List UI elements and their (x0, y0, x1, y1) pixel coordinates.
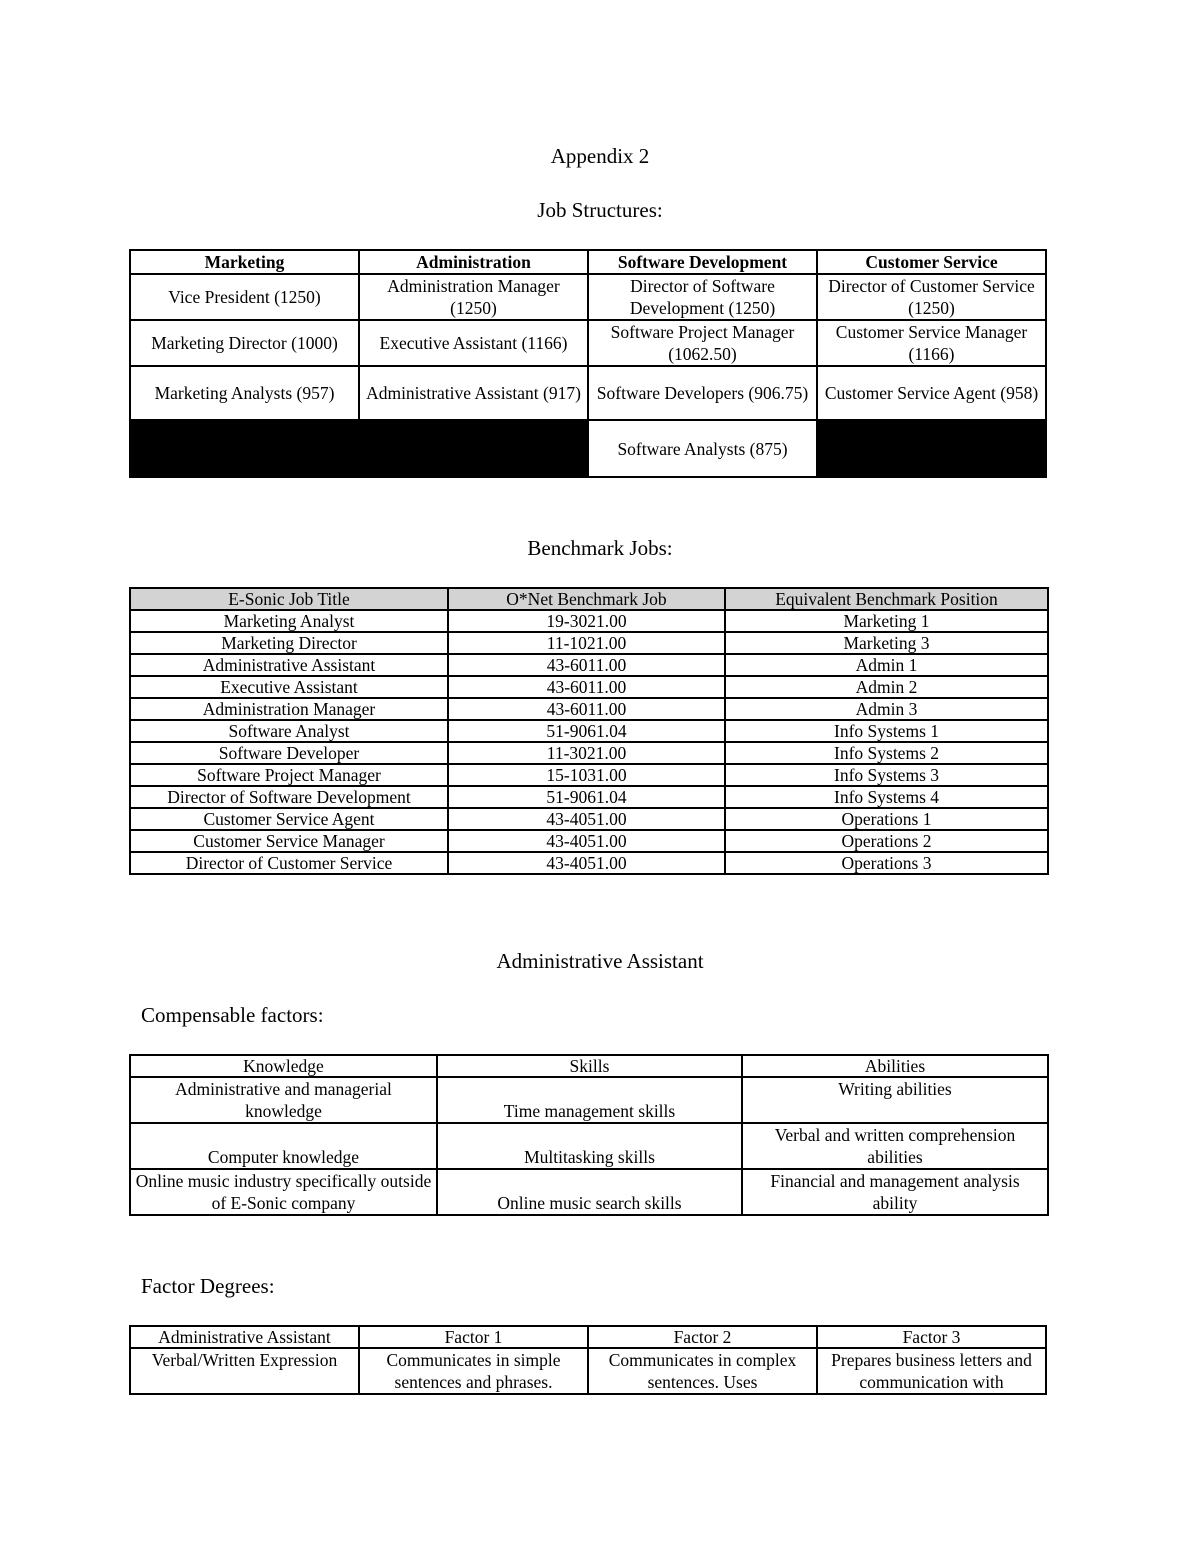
job-structures-heading: Job Structures: (537, 198, 663, 222)
table-row (130, 366, 1046, 420)
table-cell: Software Developers (906.75) (588, 366, 817, 420)
table-cell: Administrative Assistant (130, 654, 448, 676)
table-row (130, 320, 1046, 366)
table-header-row (130, 250, 1046, 274)
table-cell: Software Developer (130, 742, 448, 764)
table-cell: 43-4051.00 (448, 852, 725, 874)
compensable-factors-heading: Compensable factors: (141, 1003, 324, 1027)
table-cell: Administrative and managerial knowledge (130, 1077, 437, 1123)
table-cell: 43-4051.00 (448, 830, 725, 852)
table-row (130, 274, 1046, 320)
table-cell: Marketing 3 (725, 632, 1048, 654)
table-cell: Info Systems 2 (725, 742, 1048, 764)
table-cell: Executive Assistant (1166) (359, 320, 588, 366)
column-header: Factor 1 (359, 1326, 588, 1348)
column-header: Knowledge (130, 1055, 437, 1077)
table-cell: Admin 1 (725, 654, 1048, 676)
table-cell: Software Project Manager (130, 764, 448, 786)
column-header: Abilities (742, 1055, 1048, 1077)
table-cell: 43-6011.00 (448, 698, 725, 720)
table-cell: 43-6011.00 (448, 654, 725, 676)
table-cell: Administrative Assistant (917) (359, 366, 588, 420)
column-header: Skills (437, 1055, 742, 1077)
table-row (130, 852, 1048, 874)
table-row (130, 764, 1048, 786)
table-cell: Administration Manager (1250) (359, 274, 588, 320)
table-cell: Writing abilities (742, 1077, 1048, 1123)
table-row (130, 1077, 1048, 1123)
table-cell: 15-1031.00 (448, 764, 725, 786)
table-cell: Online music industry specifically outside of E-Sonic company (130, 1169, 437, 1215)
table-row (130, 830, 1048, 852)
table-row (130, 808, 1048, 830)
table-cell: 51-9061.04 (448, 720, 725, 742)
table-cell: Director of Software Development (130, 786, 448, 808)
table-cell: 51-9061.04 (448, 786, 725, 808)
benchmark-jobs-table (129, 587, 1049, 875)
factor-degrees-heading: Factor Degrees: (141, 1274, 275, 1298)
column-header: Software Development (588, 250, 817, 274)
job-structures-table (129, 249, 1047, 478)
column-header: Factor 3 (817, 1326, 1046, 1348)
table-cell: Online music search skills (437, 1169, 742, 1215)
table-row (130, 1123, 1048, 1169)
table-cell: 19-3021.00 (448, 610, 725, 632)
table-cell: Customer Service Agent (958) (817, 366, 1046, 420)
table-cell: Director of Software Development (1250) (588, 274, 817, 320)
table-cell: Info Systems 1 (725, 720, 1048, 742)
table-row (130, 1169, 1048, 1215)
table-cell: Software Analyst (130, 720, 448, 742)
page-title: Appendix 2 (550, 144, 650, 168)
table-cell: Director of Customer Service (130, 852, 448, 874)
blank-cell (130, 420, 588, 477)
table-row (130, 632, 1048, 654)
table-cell: Info Systems 4 (725, 786, 1048, 808)
benchmark-jobs-heading: Benchmark Jobs: (527, 536, 673, 560)
table-header-row (130, 1326, 1046, 1348)
table-cell: Communicates in complex sentences. Uses (588, 1348, 817, 1394)
table-row (130, 676, 1048, 698)
table-cell: Operations 1 (725, 808, 1048, 830)
table-cell: Executive Assistant (130, 676, 448, 698)
table-cell: Prepares business letters and communication with (817, 1348, 1046, 1394)
table-cell: Marketing Director (130, 632, 448, 654)
table-cell: Customer Service Manager (130, 830, 448, 852)
table-cell: Marketing 1 (725, 610, 1048, 632)
table-row (130, 786, 1048, 808)
table-cell: Software Project Manager (1062.50) (588, 320, 817, 366)
table-row (130, 610, 1048, 632)
column-header: Administration (359, 250, 588, 274)
table-cell: Computer knowledge (130, 1123, 437, 1169)
column-header: Equivalent Benchmark Position (725, 588, 1048, 610)
table-cell: Marketing Analyst (130, 610, 448, 632)
column-header: Factor 2 (588, 1326, 817, 1348)
table-row (130, 698, 1048, 720)
table-row (130, 654, 1048, 676)
table-row (130, 420, 1046, 477)
table-cell: Administration Manager (130, 698, 448, 720)
table-row (130, 720, 1048, 742)
table-cell: Operations 2 (725, 830, 1048, 852)
table-cell: Time management skills (437, 1077, 742, 1123)
table-cell: Marketing Director (1000) (130, 320, 359, 366)
blank-cell (817, 420, 1046, 477)
section-title: Administrative Assistant (496, 949, 704, 973)
table-cell: Customer Service Manager (1166) (817, 320, 1046, 366)
column-header: Customer Service (817, 250, 1046, 274)
table-row (130, 742, 1048, 764)
table-cell: Operations 3 (725, 852, 1048, 874)
table-cell: Multitasking skills (437, 1123, 742, 1169)
column-header: E-Sonic Job Title (130, 588, 448, 610)
table-cell: Vice President (1250) (130, 274, 359, 320)
table-cell: Admin 2 (725, 676, 1048, 698)
table-cell: Director of Customer Service (1250) (817, 274, 1046, 320)
table-cell: Verbal and written comprehension abilities (742, 1123, 1048, 1169)
table-cell: 11-1021.00 (448, 632, 725, 654)
table-cell: Marketing Analysts (957) (130, 366, 359, 420)
table-cell: 11-3021.00 (448, 742, 725, 764)
table-cell: 43-4051.00 (448, 808, 725, 830)
factor-degrees-table (129, 1325, 1047, 1395)
column-header: O*Net Benchmark Job (448, 588, 725, 610)
table-cell: Customer Service Agent (130, 808, 448, 830)
table-cell: Admin 3 (725, 698, 1048, 720)
table-cell: Communicates in simple sentences and phrases. (359, 1348, 588, 1394)
column-header: Administrative Assistant (130, 1326, 359, 1348)
table-cell: Software Analysts (875) (588, 420, 817, 477)
table-cell: Verbal/Written Expression (130, 1348, 359, 1394)
table-row (130, 1348, 1046, 1394)
column-header: Marketing (130, 250, 359, 274)
table-cell: 43-6011.00 (448, 676, 725, 698)
table-header-row (130, 1055, 1048, 1077)
table-cell: Financial and management analysis ability (742, 1169, 1048, 1215)
table-cell: Info Systems 3 (725, 764, 1048, 786)
table-header-row (130, 588, 1048, 610)
compensable-factors-table (129, 1054, 1049, 1216)
